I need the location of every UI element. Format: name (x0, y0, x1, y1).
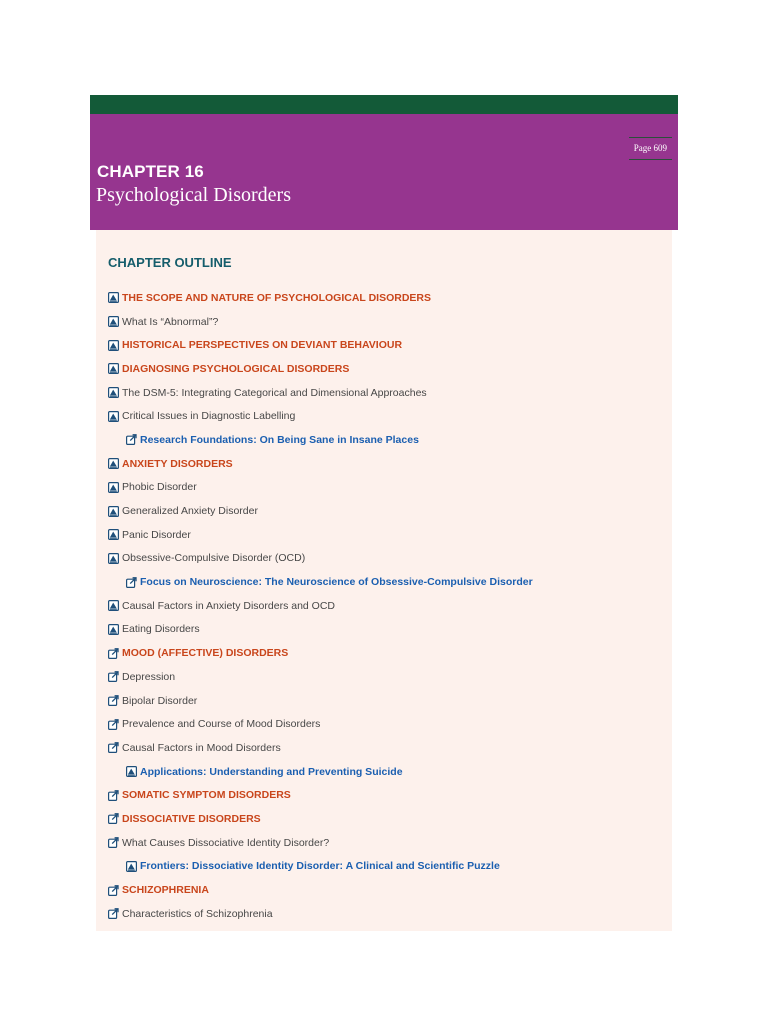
learning-objective-icon (108, 340, 119, 351)
link-icon (126, 577, 137, 588)
learning-objective-icon (108, 529, 119, 540)
outline-item-label: What Is “Abnormal”? (122, 315, 219, 328)
outline-item[interactable] (108, 547, 668, 571)
outline-item-label: Causal Factors in Mood Disorders (122, 741, 281, 754)
outline-item[interactable] (108, 452, 668, 476)
outline-item[interactable] (108, 736, 668, 760)
link-icon (108, 671, 119, 682)
outline-item[interactable] (108, 404, 668, 428)
learning-objective-icon (108, 363, 119, 374)
outline-list (108, 286, 668, 926)
link-icon (108, 837, 119, 848)
outline-item-label: Characteristics of Schizophrenia (122, 907, 273, 920)
outline-item-label: SCHIZOPHRENIA (122, 884, 209, 897)
outline-item[interactable] (108, 665, 668, 689)
outline-item[interactable] (108, 807, 668, 831)
link-icon (108, 648, 119, 659)
learning-objective-icon (126, 766, 137, 777)
outline-item[interactable] (108, 381, 668, 405)
outline-item-label: Bipolar Disorder (122, 694, 198, 707)
chapter-title: Psychological Disorders (96, 184, 291, 206)
learning-objective-icon (108, 624, 119, 635)
outline-item-label: MOOD (AFFECTIVE) DISORDERS (122, 647, 289, 660)
outline-item-label: Eating Disorders (122, 623, 200, 636)
outline-item[interactable] (108, 902, 668, 926)
learning-objective-icon (108, 458, 119, 469)
outline-item-label: Depression (122, 670, 176, 683)
outline-item-label: What Causes Dissociative Identity Disorder? (122, 836, 330, 849)
outline-item-label: ANXIETY DISORDERS (122, 457, 233, 470)
learning-objective-icon (108, 292, 119, 303)
page-number-badge: Page 609 (629, 137, 672, 160)
outline-item[interactable] (108, 783, 668, 807)
outline-item[interactable] (108, 286, 668, 310)
outline-item-label: Frontiers: Dissociative Identity Disorder: A Clinical and Scientific Puzzle (140, 860, 500, 873)
outline-item-label: Causal Factors in Anxiety Disorders and OCD (122, 599, 335, 612)
outline-item[interactable] (108, 689, 668, 713)
outline-item-label: Focus on Neuroscience: The Neuroscience of Obsessive-Compulsive Disorder (140, 576, 533, 589)
outline-item[interactable] (108, 594, 668, 618)
link-icon (108, 742, 119, 753)
outline-item-label: Applications: Understanding and Preventing Suicide (140, 765, 403, 778)
outline-item[interactable] (108, 855, 668, 879)
chapter-outline (96, 230, 672, 931)
learning-objective-icon (108, 600, 119, 611)
learning-objective-icon (108, 506, 119, 517)
outline-item-label: Panic Disorder (122, 528, 191, 541)
outline-item[interactable] (108, 333, 668, 357)
outline-item[interactable] (108, 499, 668, 523)
link-icon (108, 719, 119, 730)
link-icon (126, 434, 137, 445)
outline-item-label: SOMATIC SYMPTOM DISORDERS (122, 789, 291, 802)
learning-objective-icon (108, 316, 119, 327)
outline-item[interactable] (108, 523, 668, 547)
link-icon (108, 908, 119, 919)
outline-item-label: HISTORICAL PERSPECTIVES ON DEVIANT BEHAVIOUR (122, 339, 403, 352)
outline-item[interactable] (108, 476, 668, 500)
outline-item[interactable] (108, 760, 668, 784)
learning-objective-icon (108, 387, 119, 398)
outline-item[interactable] (108, 878, 668, 902)
outline-item-label: Research Foundations: On Being Sane in Insane Places (140, 433, 419, 446)
outline-item[interactable] (108, 641, 668, 665)
outline-item[interactable] (108, 712, 668, 736)
outline-heading: CHAPTER OUTLINE (108, 255, 232, 270)
outline-item[interactable] (108, 357, 668, 381)
outline-item-label: THE SCOPE AND NATURE OF PSYCHOLOGICAL DISORDERS (122, 291, 431, 304)
outline-item[interactable] (108, 428, 668, 452)
outline-item[interactable] (108, 570, 668, 594)
chapter-number: CHAPTER 16 (97, 162, 204, 181)
outline-item[interactable] (108, 310, 668, 334)
learning-objective-icon (108, 482, 119, 493)
outline-item-label: The DSM-5: Integrating Categorical and Dimensional Approaches (122, 386, 427, 399)
link-icon (108, 813, 119, 824)
learning-objective-icon (108, 411, 119, 422)
outline-item[interactable] (108, 831, 668, 855)
link-icon (108, 885, 119, 896)
outline-item-label: Obsessive-Compulsive Disorder (OCD) (122, 552, 306, 565)
chapter-header (90, 114, 678, 230)
outline-item-label: DIAGNOSING PSYCHOLOGICAL DISORDERS (122, 362, 350, 375)
learning-objective-icon (126, 861, 137, 872)
link-icon (108, 790, 119, 801)
outline-item-label: Generalized Anxiety Disorder (122, 505, 258, 518)
outline-item-label: DISSOCIATIVE DISORDERS (122, 812, 261, 825)
learning-objective-icon (108, 553, 119, 564)
outline-item[interactable] (108, 618, 668, 642)
outline-item-label: Critical Issues in Diagnostic Labelling (122, 410, 296, 423)
outline-item-label: Prevalence and Course of Mood Disorders (122, 718, 321, 731)
header-accent-bar (90, 95, 678, 114)
link-icon (108, 695, 119, 706)
outline-item-label: Phobic Disorder (122, 481, 197, 494)
